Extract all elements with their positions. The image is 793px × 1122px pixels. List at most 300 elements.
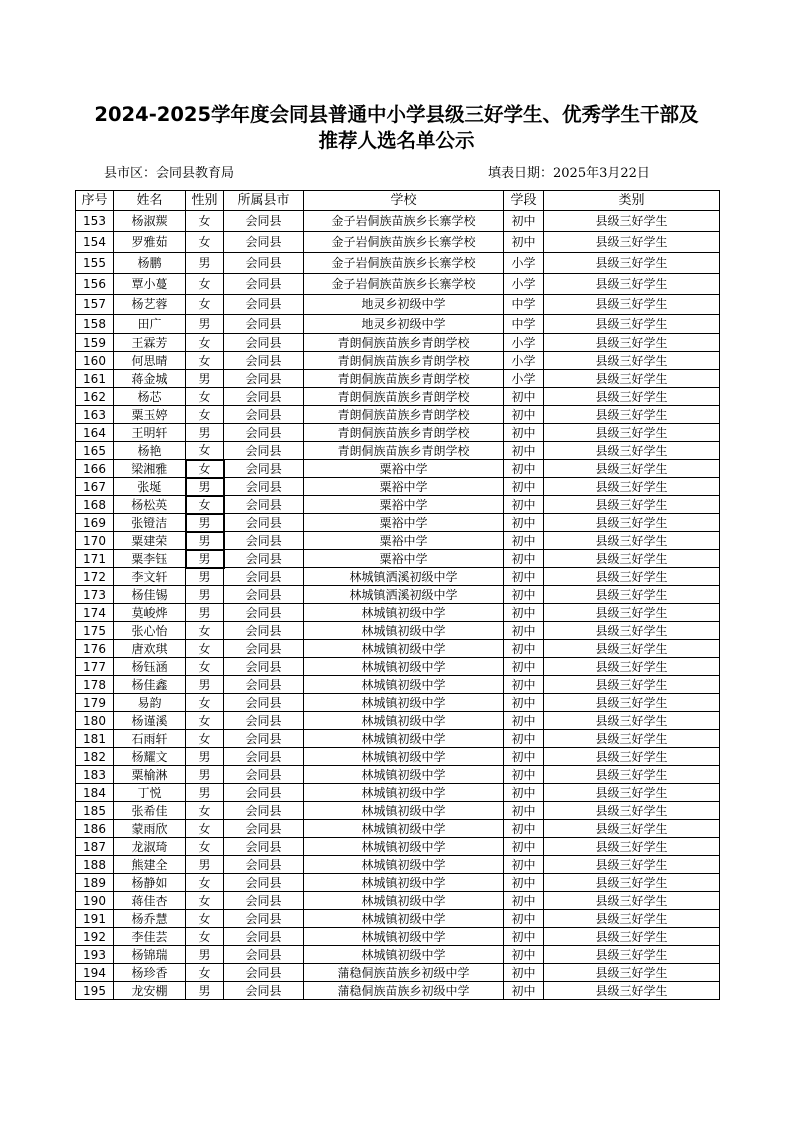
student-name: 杨耀文 (114, 748, 186, 766)
student-name: 王明轩 (114, 424, 186, 442)
row-number: 169 (76, 514, 114, 532)
county: 会同县 (224, 892, 304, 910)
gender: 女 (186, 274, 224, 295)
school-stage: 初中 (504, 460, 544, 478)
county: 会同县 (224, 694, 304, 712)
table-row (76, 928, 720, 946)
award-category: 县级三好学生 (544, 982, 720, 1000)
school-stage: 初中 (504, 964, 544, 982)
school-stage: 初中 (504, 712, 544, 730)
row-number: 160 (76, 352, 114, 370)
school-stage: 初中 (504, 514, 544, 532)
county: 会同县 (224, 856, 304, 874)
school-name: 金子岩侗族苗族乡长寨学校 (304, 211, 504, 232)
school-name: 蒲稳侗族苗族乡初级中学 (304, 964, 504, 982)
award-category: 县级三好学生 (544, 460, 720, 478)
gender: 女 (186, 640, 224, 658)
award-category: 县级三好学生 (544, 496, 720, 514)
school-name: 粟裕中学 (304, 532, 504, 550)
row-number: 158 (76, 314, 114, 334)
table-row (76, 622, 720, 640)
school-name: 林城镇初级中学 (304, 694, 504, 712)
county: 会同县 (224, 604, 304, 622)
student-list-table (75, 190, 720, 1000)
gender: 女 (186, 892, 224, 910)
header-cell: 所属县市 (224, 191, 304, 211)
table-row (76, 388, 720, 406)
school-name: 林城镇初级中学 (304, 658, 504, 676)
award-category: 县级三好学生 (544, 295, 720, 315)
gender: 男 (186, 676, 224, 694)
award-category: 县级三好学生 (544, 550, 720, 568)
county: 会同县 (224, 712, 304, 730)
school-name: 林城镇初级中学 (304, 892, 504, 910)
school-name: 金子岩侗族苗族乡长寨学校 (304, 253, 504, 274)
county: 会同县 (224, 802, 304, 820)
county: 会同县 (224, 334, 304, 352)
gender: 男 (186, 748, 224, 766)
document-title-line1: 2024-2025学年度会同县普通中小学县级三好学生、优秀学生干部及 (94, 103, 699, 126)
row-number: 180 (76, 712, 114, 730)
table-row (76, 514, 720, 532)
student-name: 张心怡 (114, 622, 186, 640)
school-name: 青朗侗族苗族乡青朗学校 (304, 334, 504, 352)
school-stage: 初中 (504, 622, 544, 640)
table-header-row (76, 191, 720, 211)
award-category: 县级三好学生 (544, 352, 720, 370)
county: 会同县 (224, 388, 304, 406)
row-number: 194 (76, 964, 114, 982)
county: 会同县 (224, 460, 304, 478)
date-label: 填表日期：2025年3月22日 (488, 166, 650, 181)
row-number: 177 (76, 658, 114, 676)
document-title-line2: 推荐人选名单公示 (318, 129, 475, 152)
school-name: 林城镇初级中学 (304, 712, 504, 730)
award-category: 县级三好学生 (544, 640, 720, 658)
school-name: 地灵乡初级中学 (304, 295, 504, 315)
school-name: 青朗侗族苗族乡青朗学校 (304, 370, 504, 388)
table-row (76, 478, 720, 496)
award-category: 县级三好学生 (544, 820, 720, 838)
table-row (76, 586, 720, 604)
school-stage: 初中 (504, 856, 544, 874)
school-stage: 初中 (504, 586, 544, 604)
school-stage: 小学 (504, 370, 544, 388)
award-category: 县级三好学生 (544, 442, 720, 460)
gender: 男 (186, 314, 224, 334)
table-row (76, 253, 720, 274)
award-category: 县级三好学生 (544, 253, 720, 274)
gender: 女 (186, 388, 224, 406)
county: 会同县 (224, 211, 304, 232)
table-row (76, 892, 720, 910)
row-number: 191 (76, 910, 114, 928)
gender: 男 (186, 550, 224, 568)
county: 会同县 (224, 784, 304, 802)
student-name: 易韵 (114, 694, 186, 712)
gender: 女 (186, 658, 224, 676)
school-name: 林城镇洒溪初级中学 (304, 586, 504, 604)
school-name: 林城镇初级中学 (304, 820, 504, 838)
table-row (76, 676, 720, 694)
school-name: 林城镇初级中学 (304, 838, 504, 856)
table-row (76, 694, 720, 712)
table-row (76, 802, 720, 820)
school-name: 林城镇初级中学 (304, 874, 504, 892)
student-name: 梁湘雅 (114, 460, 186, 478)
gender: 女 (186, 211, 224, 232)
county: 会同县 (224, 424, 304, 442)
row-number: 153 (76, 211, 114, 232)
row-number: 184 (76, 784, 114, 802)
gender: 女 (186, 406, 224, 424)
school-name: 粟裕中学 (304, 478, 504, 496)
county: 会同县 (224, 568, 304, 586)
table-row (76, 550, 720, 568)
header-cell: 序号 (76, 191, 114, 211)
table-row (76, 712, 720, 730)
school-stage: 初中 (504, 748, 544, 766)
table-row (76, 604, 720, 622)
row-number: 173 (76, 586, 114, 604)
student-name: 粟榆淋 (114, 766, 186, 784)
row-number: 170 (76, 532, 114, 550)
student-name: 罗雅茹 (114, 232, 186, 253)
award-category: 县级三好学生 (544, 334, 720, 352)
school-stage: 小学 (504, 274, 544, 295)
table-row (76, 568, 720, 586)
student-name: 杨珍香 (114, 964, 186, 982)
award-category: 县级三好学生 (544, 748, 720, 766)
school-stage: 初中 (504, 982, 544, 1000)
table-row (76, 274, 720, 295)
student-name: 杨鹏 (114, 253, 186, 274)
student-name: 莫峻烨 (114, 604, 186, 622)
school-stage: 初中 (504, 604, 544, 622)
county: 会同县 (224, 314, 304, 334)
school-stage: 小学 (504, 253, 544, 274)
award-category: 县级三好学生 (544, 211, 720, 232)
student-name: 龙安棚 (114, 982, 186, 1000)
county: 会同县 (224, 874, 304, 892)
award-category: 县级三好学生 (544, 568, 720, 586)
table-row (76, 295, 720, 315)
county: 会同县 (224, 295, 304, 315)
table-row (76, 748, 720, 766)
student-name: 丁悦 (114, 784, 186, 802)
county: 会同县 (224, 622, 304, 640)
school-stage: 初中 (504, 658, 544, 676)
school-stage: 初中 (504, 784, 544, 802)
award-category: 县级三好学生 (544, 658, 720, 676)
gender: 女 (186, 730, 224, 748)
row-number: 188 (76, 856, 114, 874)
row-number: 185 (76, 802, 114, 820)
school-stage: 初中 (504, 676, 544, 694)
school-stage: 初中 (504, 496, 544, 514)
school-name: 粟裕中学 (304, 496, 504, 514)
county: 会同县 (224, 586, 304, 604)
student-name: 杨艳 (114, 442, 186, 460)
table-row (76, 442, 720, 460)
county: 会同县 (224, 910, 304, 928)
student-name: 张埏 (114, 478, 186, 496)
county: 会同县 (224, 478, 304, 496)
gender: 女 (186, 928, 224, 946)
gender: 男 (186, 478, 224, 496)
student-name: 蒙雨欣 (114, 820, 186, 838)
gender: 女 (186, 334, 224, 352)
school-name: 青朗侗族苗族乡青朗学校 (304, 388, 504, 406)
county: 会同县 (224, 496, 304, 514)
row-number: 157 (76, 295, 114, 315)
row-number: 181 (76, 730, 114, 748)
row-number: 176 (76, 640, 114, 658)
county: 会同县 (224, 820, 304, 838)
gender: 女 (186, 838, 224, 856)
school-name: 林城镇初级中学 (304, 802, 504, 820)
student-name: 粟玉婷 (114, 406, 186, 424)
award-category: 县级三好学生 (544, 424, 720, 442)
table-row (76, 730, 720, 748)
award-category: 县级三好学生 (544, 766, 720, 784)
school-name: 林城镇初级中学 (304, 784, 504, 802)
gender: 女 (186, 964, 224, 982)
school-stage: 初中 (504, 892, 544, 910)
gender: 女 (186, 460, 224, 478)
school-name: 粟裕中学 (304, 550, 504, 568)
header-cell: 类别 (544, 191, 720, 211)
row-number: 159 (76, 334, 114, 352)
award-category: 县级三好学生 (544, 478, 720, 496)
county: 会同县 (224, 232, 304, 253)
county: 会同县 (224, 946, 304, 964)
school-stage: 初中 (504, 388, 544, 406)
gender: 男 (186, 514, 224, 532)
row-number: 163 (76, 406, 114, 424)
school-stage: 初中 (504, 442, 544, 460)
county-label: 县市区：会同县教育局 (104, 166, 235, 181)
row-number: 167 (76, 478, 114, 496)
student-name: 粟建荣 (114, 532, 186, 550)
student-name: 王霖芳 (114, 334, 186, 352)
student-name: 张镫洁 (114, 514, 186, 532)
gender: 女 (186, 712, 224, 730)
county: 会同县 (224, 253, 304, 274)
award-category: 县级三好学生 (544, 874, 720, 892)
student-name: 熊建全 (114, 856, 186, 874)
school-stage: 初中 (504, 766, 544, 784)
school-name: 林城镇初级中学 (304, 766, 504, 784)
county: 会同县 (224, 982, 304, 1000)
row-number: 193 (76, 946, 114, 964)
table-row (76, 784, 720, 802)
student-name: 杨佳锡 (114, 586, 186, 604)
school-stage: 初中 (504, 928, 544, 946)
school-name: 林城镇初级中学 (304, 676, 504, 694)
header-cell: 学校 (304, 191, 504, 211)
table-row (76, 352, 720, 370)
table-row (76, 314, 720, 334)
award-category: 县级三好学生 (544, 838, 720, 856)
school-stage: 中学 (504, 295, 544, 315)
gender: 女 (186, 295, 224, 315)
table-row (76, 232, 720, 253)
award-category: 县级三好学生 (544, 406, 720, 424)
student-name: 杨乔慧 (114, 910, 186, 928)
school-stage: 初中 (504, 211, 544, 232)
gender: 男 (186, 370, 224, 388)
school-name: 林城镇初级中学 (304, 910, 504, 928)
school-name: 金子岩侗族苗族乡长寨学校 (304, 274, 504, 295)
county: 会同县 (224, 550, 304, 568)
gender: 男 (186, 856, 224, 874)
county: 会同县 (224, 532, 304, 550)
school-name: 林城镇初级中学 (304, 622, 504, 640)
student-name: 杨艺蓉 (114, 295, 186, 315)
award-category: 县级三好学生 (544, 274, 720, 295)
row-number: 195 (76, 982, 114, 1000)
header-cell: 学段 (504, 191, 544, 211)
gender: 男 (186, 586, 224, 604)
school-stage: 初中 (504, 568, 544, 586)
table-row (76, 424, 720, 442)
award-category: 县级三好学生 (544, 514, 720, 532)
gender: 女 (186, 802, 224, 820)
gender: 男 (186, 424, 224, 442)
table-row (76, 370, 720, 388)
award-category: 县级三好学生 (544, 910, 720, 928)
school-stage: 小学 (504, 334, 544, 352)
award-category: 县级三好学生 (544, 232, 720, 253)
header-cell: 姓名 (114, 191, 186, 211)
table-row (76, 964, 720, 982)
school-stage: 中学 (504, 314, 544, 334)
county: 会同县 (224, 658, 304, 676)
student-name: 田广 (114, 314, 186, 334)
award-category: 县级三好学生 (544, 370, 720, 388)
row-number: 166 (76, 460, 114, 478)
gender: 男 (186, 604, 224, 622)
gender: 女 (186, 874, 224, 892)
row-number: 174 (76, 604, 114, 622)
gender: 女 (186, 232, 224, 253)
row-number: 175 (76, 622, 114, 640)
county: 会同县 (224, 442, 304, 460)
gender: 男 (186, 982, 224, 1000)
student-name: 杨佳鑫 (114, 676, 186, 694)
county: 会同县 (224, 838, 304, 856)
award-category: 县级三好学生 (544, 388, 720, 406)
row-number: 183 (76, 766, 114, 784)
row-number: 182 (76, 748, 114, 766)
student-name: 杨钰涵 (114, 658, 186, 676)
row-number: 186 (76, 820, 114, 838)
award-category: 县级三好学生 (544, 946, 720, 964)
gender: 男 (186, 253, 224, 274)
school-stage: 初中 (504, 802, 544, 820)
student-name: 石雨轩 (114, 730, 186, 748)
award-category: 县级三好学生 (544, 712, 720, 730)
student-name: 何思晴 (114, 352, 186, 370)
school-name: 地灵乡初级中学 (304, 314, 504, 334)
row-number: 164 (76, 424, 114, 442)
student-name: 覃小蔓 (114, 274, 186, 295)
school-name: 粟裕中学 (304, 460, 504, 478)
student-name: 粟李钰 (114, 550, 186, 568)
award-category: 县级三好学生 (544, 784, 720, 802)
school-name: 蒲稳侗族苗族乡初级中学 (304, 982, 504, 1000)
school-stage: 初中 (504, 820, 544, 838)
county: 会同县 (224, 748, 304, 766)
school-name: 林城镇初级中学 (304, 946, 504, 964)
row-number: 178 (76, 676, 114, 694)
award-category: 县级三好学生 (544, 856, 720, 874)
school-name: 林城镇初级中学 (304, 604, 504, 622)
header-cell: 性别 (186, 191, 224, 211)
school-stage: 初中 (504, 232, 544, 253)
student-name: 杨锦瑞 (114, 946, 186, 964)
award-category: 县级三好学生 (544, 622, 720, 640)
row-number: 187 (76, 838, 114, 856)
table-row (76, 820, 720, 838)
award-category: 县级三好学生 (544, 892, 720, 910)
row-number: 165 (76, 442, 114, 460)
school-stage: 初中 (504, 478, 544, 496)
school-stage: 初中 (504, 640, 544, 658)
school-stage: 初中 (504, 838, 544, 856)
row-number: 162 (76, 388, 114, 406)
award-category: 县级三好学生 (544, 694, 720, 712)
row-number: 190 (76, 892, 114, 910)
school-stage: 初中 (504, 550, 544, 568)
table-row (76, 496, 720, 514)
county: 会同县 (224, 676, 304, 694)
student-name: 张希佳 (114, 802, 186, 820)
school-stage: 初中 (504, 730, 544, 748)
row-number: 171 (76, 550, 114, 568)
award-category: 县级三好学生 (544, 928, 720, 946)
row-number: 161 (76, 370, 114, 388)
student-name: 杨芯 (114, 388, 186, 406)
school-stage: 初中 (504, 694, 544, 712)
gender: 男 (186, 568, 224, 586)
school-stage: 初中 (504, 874, 544, 892)
award-category: 县级三好学生 (544, 532, 720, 550)
award-category: 县级三好学生 (544, 586, 720, 604)
gender: 男 (186, 946, 224, 964)
county: 会同县 (224, 352, 304, 370)
table-row (76, 532, 720, 550)
table-row (76, 460, 720, 478)
school-name: 林城镇初级中学 (304, 928, 504, 946)
school-name: 青朗侗族苗族乡青朗学校 (304, 352, 504, 370)
school-stage: 初中 (504, 424, 544, 442)
gender: 女 (186, 910, 224, 928)
gender: 女 (186, 622, 224, 640)
school-stage: 初中 (504, 532, 544, 550)
row-number: 168 (76, 496, 114, 514)
gender: 女 (186, 352, 224, 370)
gender: 女 (186, 820, 224, 838)
school-name: 青朗侗族苗族乡青朗学校 (304, 424, 504, 442)
gender: 男 (186, 532, 224, 550)
table-row (76, 406, 720, 424)
county: 会同县 (224, 730, 304, 748)
table-row (76, 334, 720, 352)
row-number: 192 (76, 928, 114, 946)
student-name: 蒋金城 (114, 370, 186, 388)
